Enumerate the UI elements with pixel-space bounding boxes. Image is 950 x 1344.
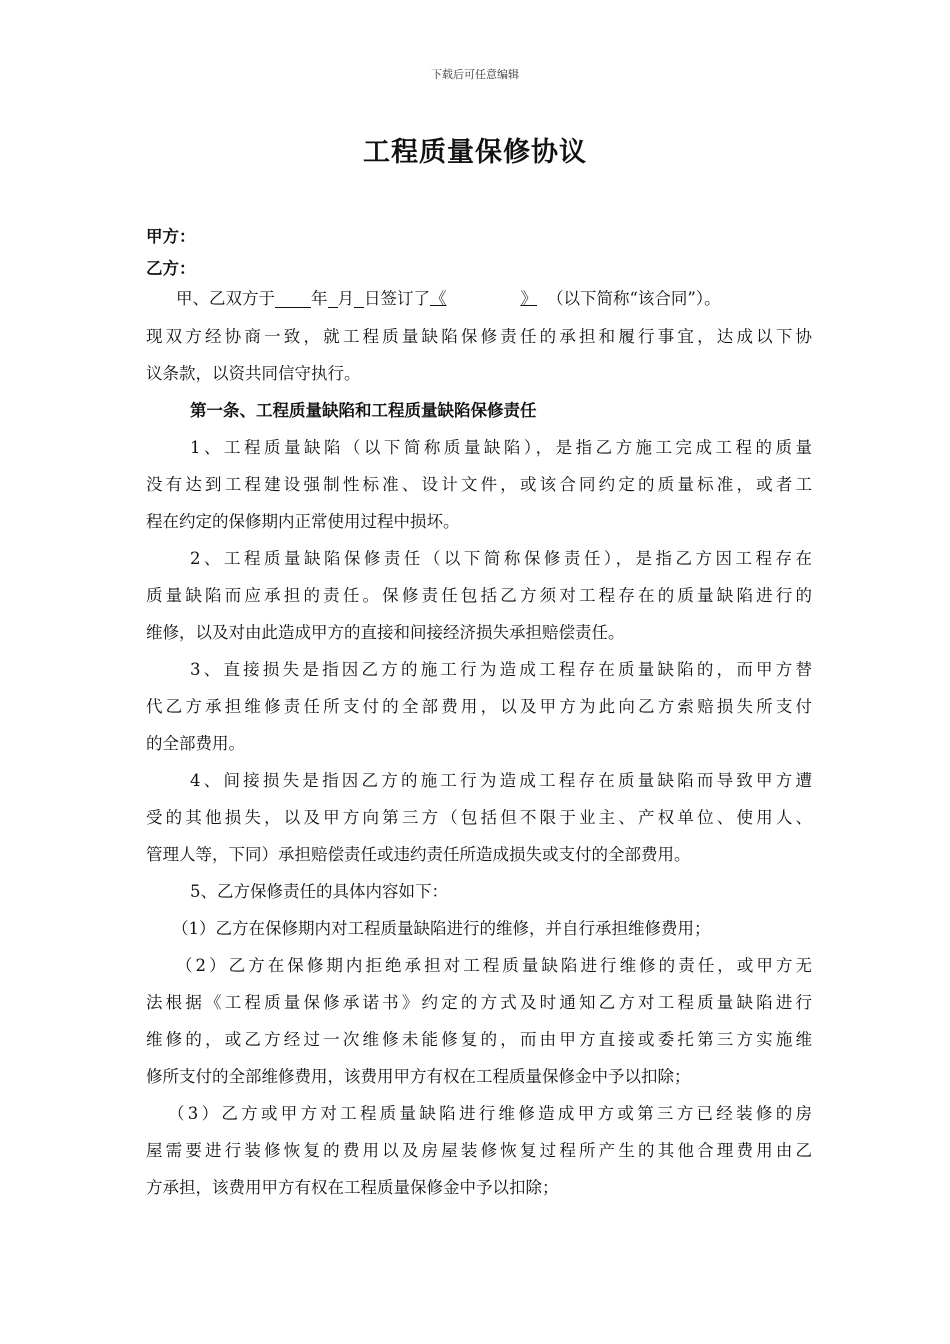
sub-3-line-3: 方承担，该费用甲方有权在工程质量保修金中予以扣除； [146, 1178, 559, 1197]
contract-name-blank: 《 》 [430, 289, 537, 308]
party-b-label: 乙方： [146, 259, 196, 278]
item-2-line-1: 2、工程质量缺陷保修责任（以下简称保修责任），是指乙方因工程存在 [190, 549, 812, 568]
item-3-line-3: 的全部费用。 [146, 734, 245, 753]
item-2-line-3: 维修，以及对由此造成甲方的直接和间接经济损失承担赔偿责任。 [146, 623, 625, 642]
sub-2-line-2: 法根据《工程质量保修承诺书》约定的方式及时通知乙方对工程质量缺陷进行 [146, 993, 812, 1012]
year-blank [275, 287, 311, 308]
item-4-line-3: 管理人等，下同）承担赔偿责任或违约责任所造成损失或支付的全部费用。 [146, 845, 691, 864]
sub-2-line-1: （2）乙方在保修期内拒绝承担对工程质量缺陷进行维修的责任，或甲方无 [176, 956, 812, 975]
item-3-line-1: 3、直接损失是指因乙方的施工行为造成工程存在质量缺陷的，而甲方替 [190, 660, 812, 679]
intro-line-2: 现双方经协商一致，就工程质量缺陷保修责任的承担和履行事宜，达成以下协 [146, 327, 812, 346]
sub-3-line-1: （3）乙方或甲方对工程质量缺陷进行维修造成甲方或第三方已经装修的房 [168, 1104, 812, 1123]
sub-2-line-4: 修所支付的全部维修费用，该费用甲方有权在工程质量保修金中予以扣除； [146, 1067, 691, 1086]
item-4-line-1: 4、间接损失是指因乙方的施工行为造成工程存在质量缺陷而导致甲方遭 [190, 771, 812, 790]
sub-2-line-3: 维修的，或乙方经过一次维修未能修复的，而由甲方直接或委托第三方实施维 [146, 1030, 812, 1049]
document-body [146, 222, 812, 1206]
item-5-line-1: 5、乙方保修责任的具体内容如下： [190, 882, 448, 901]
intro-line-1: 甲、乙双方于 年 月 日签订了《 》 （以下简称“该合同”）。 [176, 289, 721, 308]
item-2-line-2: 质量缺陷而应承担的责任。保修责任包括乙方须对工程存在的质量缺陷进行的 [146, 586, 812, 605]
sub-1-line-1: （1）乙方在保修期内对工程质量缺陷进行的维修，并自行承担维修费用； [172, 919, 711, 938]
intro-line-3: 议条款，以资共同信守执行。 [146, 364, 361, 383]
document-title: 工程质量保修协议 [363, 137, 587, 168]
item-1-line-3: 程在约定的保修期内正常使用过程中损坏。 [146, 512, 460, 531]
day-blank [354, 287, 364, 308]
page-header-note: 下载后可任意编辑 [431, 68, 519, 81]
sub-3-line-2: 屋需要进行装修恢复的费用以及房屋装修恢复过程所产生的其他合理费用由乙 [146, 1141, 812, 1160]
item-1-line-2: 没有达到工程建设强制性标准、设计文件，或该合同约定的质量标准，或者工 [146, 475, 812, 494]
item-1-line-1: 1、工程质量缺陷（以下简称质量缺陷），是指乙方施工完成工程的质量 [190, 438, 812, 457]
article-1-heading: 第一条、工程质量缺陷和工程质量缺陷保修责任 [190, 401, 537, 420]
party-a-label: 甲方： [146, 227, 196, 246]
month-blank [328, 287, 338, 308]
item-3-line-2: 代乙方承担维修责任所支付的全部费用，以及甲方为此向乙方索赔损失所支付 [146, 697, 812, 716]
item-4-line-2: 受的其他损失，以及甲方向第三方（包括但不限于业主、产权单位、使用人、 [146, 808, 812, 827]
